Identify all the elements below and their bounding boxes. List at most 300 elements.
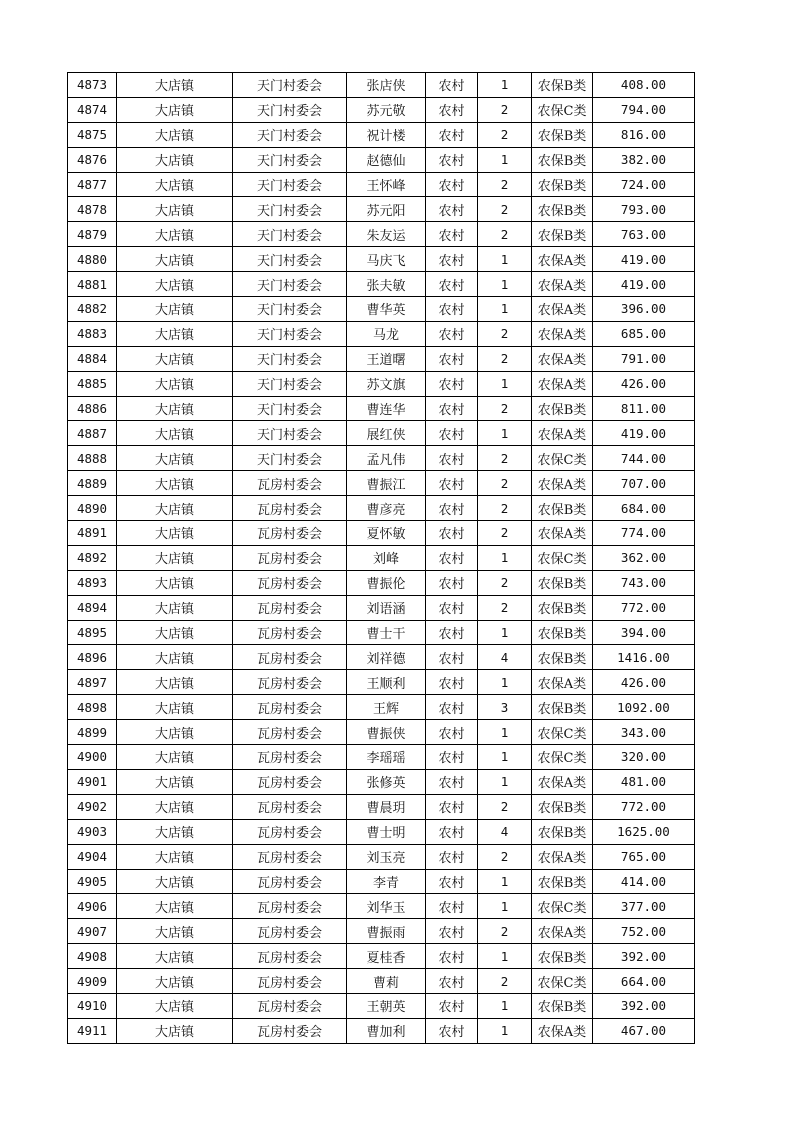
row-number-cell: 4877 <box>68 172 117 197</box>
village-committee-cell: 瓦房村委会 <box>233 521 347 546</box>
household-size-cell: 2 <box>478 521 532 546</box>
village-committee-cell: 瓦房村委会 <box>233 645 347 670</box>
village-committee-cell: 天门村委会 <box>233 396 347 421</box>
amount-cell: 419.00 <box>593 247 695 272</box>
row-number-cell: 4880 <box>68 247 117 272</box>
name-cell: 夏桂香 <box>347 944 426 969</box>
amount-cell: 426.00 <box>593 371 695 396</box>
amount-cell: 794.00 <box>593 97 695 122</box>
village-committee-cell: 瓦房村委会 <box>233 720 347 745</box>
household-size-cell: 2 <box>478 471 532 496</box>
table-row <box>68 570 695 595</box>
area-type-cell: 农村 <box>426 421 478 446</box>
town-cell: 大店镇 <box>117 944 233 969</box>
town-cell: 大店镇 <box>117 222 233 247</box>
village-committee-cell: 天门村委会 <box>233 371 347 396</box>
table-row <box>68 794 695 819</box>
area-type-cell: 农村 <box>426 297 478 322</box>
name-cell: 李青 <box>347 869 426 894</box>
area-type-cell: 农村 <box>426 969 478 994</box>
table-row <box>68 1018 695 1043</box>
table-row <box>68 595 695 620</box>
table-row <box>68 471 695 496</box>
table-row <box>68 297 695 322</box>
household-size-cell: 2 <box>478 321 532 346</box>
amount-cell: 793.00 <box>593 197 695 222</box>
village-committee-cell: 瓦房村委会 <box>233 570 347 595</box>
table-row <box>68 993 695 1018</box>
village-committee-cell: 瓦房村委会 <box>233 844 347 869</box>
table-row <box>68 819 695 844</box>
name-cell: 刘祥德 <box>347 645 426 670</box>
name-cell: 曹晨玥 <box>347 794 426 819</box>
town-cell: 大店镇 <box>117 969 233 994</box>
household-size-cell: 2 <box>478 496 532 521</box>
area-type-cell: 农村 <box>426 645 478 670</box>
household-size-cell: 1 <box>478 421 532 446</box>
household-size-cell: 3 <box>478 695 532 720</box>
town-cell: 大店镇 <box>117 471 233 496</box>
name-cell: 苏元阳 <box>347 197 426 222</box>
table-row <box>68 720 695 745</box>
household-size-cell: 4 <box>478 819 532 844</box>
area-type-cell: 农村 <box>426 321 478 346</box>
area-type-cell: 农村 <box>426 73 478 98</box>
amount-cell: 419.00 <box>593 272 695 297</box>
insurance-category-cell: 农保B类 <box>532 570 593 595</box>
village-committee-cell: 天门村委会 <box>233 73 347 98</box>
row-number-cell: 4908 <box>68 944 117 969</box>
amount-cell: 685.00 <box>593 321 695 346</box>
household-size-cell: 1 <box>478 894 532 919</box>
table-row <box>68 944 695 969</box>
insurance-category-cell: 农保A类 <box>532 769 593 794</box>
name-cell: 刘玉亮 <box>347 844 426 869</box>
area-type-cell: 农村 <box>426 346 478 371</box>
row-number-cell: 4890 <box>68 496 117 521</box>
row-number-cell: 4897 <box>68 670 117 695</box>
name-cell: 王辉 <box>347 695 426 720</box>
row-number-cell: 4901 <box>68 769 117 794</box>
area-type-cell: 农村 <box>426 1018 478 1043</box>
name-cell: 曹加利 <box>347 1018 426 1043</box>
area-type-cell: 农村 <box>426 670 478 695</box>
table-row <box>68 222 695 247</box>
amount-cell: 743.00 <box>593 570 695 595</box>
amount-cell: 772.00 <box>593 794 695 819</box>
household-size-cell: 1 <box>478 993 532 1018</box>
row-number-cell: 4902 <box>68 794 117 819</box>
insurance-category-cell: 农保C类 <box>532 446 593 471</box>
table-row <box>68 521 695 546</box>
table-row <box>68 371 695 396</box>
amount-cell: 1625.00 <box>593 819 695 844</box>
town-cell: 大店镇 <box>117 346 233 371</box>
household-size-cell: 1 <box>478 745 532 770</box>
amount-cell: 414.00 <box>593 869 695 894</box>
table-row <box>68 247 695 272</box>
table-row <box>68 620 695 645</box>
table-row <box>68 396 695 421</box>
area-type-cell: 农村 <box>426 147 478 172</box>
insurance-category-cell: 农保B类 <box>532 819 593 844</box>
village-committee-cell: 瓦房村委会 <box>233 944 347 969</box>
village-committee-cell: 瓦房村委会 <box>233 745 347 770</box>
insurance-category-cell: 农保A类 <box>532 321 593 346</box>
row-number-cell: 4874 <box>68 97 117 122</box>
area-type-cell: 农村 <box>426 769 478 794</box>
insurance-category-cell: 农保B类 <box>532 645 593 670</box>
amount-cell: 426.00 <box>593 670 695 695</box>
village-committee-cell: 瓦房村委会 <box>233 869 347 894</box>
name-cell: 孟凡伟 <box>347 446 426 471</box>
town-cell: 大店镇 <box>117 147 233 172</box>
area-type-cell: 农村 <box>426 97 478 122</box>
village-committee-cell: 瓦房村委会 <box>233 993 347 1018</box>
household-size-cell: 2 <box>478 570 532 595</box>
row-number-cell: 4886 <box>68 396 117 421</box>
amount-cell: 382.00 <box>593 147 695 172</box>
name-cell: 朱友运 <box>347 222 426 247</box>
area-type-cell: 农村 <box>426 371 478 396</box>
amount-cell: 765.00 <box>593 844 695 869</box>
table-row <box>68 894 695 919</box>
area-type-cell: 农村 <box>426 993 478 1018</box>
town-cell: 大店镇 <box>117 844 233 869</box>
village-committee-cell: 瓦房村委会 <box>233 595 347 620</box>
area-type-cell: 农村 <box>426 620 478 645</box>
amount-cell: 816.00 <box>593 122 695 147</box>
name-cell: 王朝英 <box>347 993 426 1018</box>
household-size-cell: 1 <box>478 670 532 695</box>
insurance-category-cell: 农保B类 <box>532 396 593 421</box>
household-size-cell: 1 <box>478 371 532 396</box>
insurance-category-cell: 农保A类 <box>532 844 593 869</box>
row-number-cell: 4885 <box>68 371 117 396</box>
name-cell: 张店侠 <box>347 73 426 98</box>
household-size-cell: 1 <box>478 620 532 645</box>
village-committee-cell: 天门村委会 <box>233 297 347 322</box>
row-number-cell: 4881 <box>68 272 117 297</box>
village-committee-cell: 天门村委会 <box>233 446 347 471</box>
table-row <box>68 446 695 471</box>
table-row <box>68 745 695 770</box>
insurance-category-cell: 农保C类 <box>532 97 593 122</box>
village-committee-cell: 瓦房村委会 <box>233 545 347 570</box>
household-size-cell: 1 <box>478 247 532 272</box>
row-number-cell: 4894 <box>68 595 117 620</box>
table-row <box>68 346 695 371</box>
name-cell: 马龙 <box>347 321 426 346</box>
town-cell: 大店镇 <box>117 645 233 670</box>
area-type-cell: 农村 <box>426 794 478 819</box>
household-size-cell: 1 <box>478 272 532 297</box>
village-committee-cell: 瓦房村委会 <box>233 620 347 645</box>
insurance-category-cell: 农保B类 <box>532 197 593 222</box>
row-number-cell: 4879 <box>68 222 117 247</box>
insurance-category-cell: 农保B类 <box>532 993 593 1018</box>
area-type-cell: 农村 <box>426 919 478 944</box>
name-cell: 苏文旗 <box>347 371 426 396</box>
table-row <box>68 969 695 994</box>
household-size-cell: 2 <box>478 844 532 869</box>
insurance-category-cell: 农保B类 <box>532 944 593 969</box>
name-cell: 曹振雨 <box>347 919 426 944</box>
row-number-cell: 4899 <box>68 720 117 745</box>
row-number-cell: 4900 <box>68 745 117 770</box>
village-committee-cell: 天门村委会 <box>233 272 347 297</box>
household-size-cell: 1 <box>478 720 532 745</box>
amount-cell: 684.00 <box>593 496 695 521</box>
row-number-cell: 4875 <box>68 122 117 147</box>
household-size-cell: 1 <box>478 944 532 969</box>
town-cell: 大店镇 <box>117 695 233 720</box>
row-number-cell: 4873 <box>68 73 117 98</box>
village-committee-cell: 瓦房村委会 <box>233 794 347 819</box>
area-type-cell: 农村 <box>426 122 478 147</box>
name-cell: 曹士明 <box>347 819 426 844</box>
area-type-cell: 农村 <box>426 745 478 770</box>
village-committee-cell: 天门村委会 <box>233 346 347 371</box>
village-committee-cell: 瓦房村委会 <box>233 894 347 919</box>
row-number-cell: 4903 <box>68 819 117 844</box>
table-row <box>68 321 695 346</box>
town-cell: 大店镇 <box>117 172 233 197</box>
table-row <box>68 919 695 944</box>
row-number-cell: 4888 <box>68 446 117 471</box>
amount-cell: 408.00 <box>593 73 695 98</box>
insurance-category-cell: 农保B类 <box>532 147 593 172</box>
table-row <box>68 695 695 720</box>
town-cell: 大店镇 <box>117 620 233 645</box>
area-type-cell: 农村 <box>426 695 478 720</box>
insurance-category-cell: 农保C类 <box>532 745 593 770</box>
table-row <box>68 844 695 869</box>
household-size-cell: 2 <box>478 396 532 421</box>
table-row <box>68 769 695 794</box>
name-cell: 曹振江 <box>347 471 426 496</box>
area-type-cell: 农村 <box>426 446 478 471</box>
insurance-category-cell: 农保B类 <box>532 73 593 98</box>
row-number-cell: 4896 <box>68 645 117 670</box>
town-cell: 大店镇 <box>117 521 233 546</box>
town-cell: 大店镇 <box>117 446 233 471</box>
name-cell: 曹彦亮 <box>347 496 426 521</box>
amount-cell: 419.00 <box>593 421 695 446</box>
area-type-cell: 农村 <box>426 819 478 844</box>
village-committee-cell: 瓦房村委会 <box>233 1018 347 1043</box>
insurance-category-cell: 农保A类 <box>532 919 593 944</box>
insurance-category-cell: 农保B类 <box>532 122 593 147</box>
amount-cell: 1416.00 <box>593 645 695 670</box>
name-cell: 王怀峰 <box>347 172 426 197</box>
name-cell: 刘峰 <box>347 545 426 570</box>
insurance-category-cell: 农保B类 <box>532 222 593 247</box>
name-cell: 曹振侠 <box>347 720 426 745</box>
amount-cell: 396.00 <box>593 297 695 322</box>
insurance-category-cell: 农保B类 <box>532 869 593 894</box>
household-size-cell: 1 <box>478 1018 532 1043</box>
household-size-cell: 1 <box>478 869 532 894</box>
household-size-cell: 2 <box>478 346 532 371</box>
household-size-cell: 2 <box>478 969 532 994</box>
area-type-cell: 农村 <box>426 272 478 297</box>
insurance-category-cell: 农保A类 <box>532 297 593 322</box>
table-row <box>68 97 695 122</box>
name-cell: 曹连华 <box>347 396 426 421</box>
amount-cell: 811.00 <box>593 396 695 421</box>
town-cell: 大店镇 <box>117 794 233 819</box>
insurance-category-cell: 农保C类 <box>532 894 593 919</box>
name-cell: 曹士干 <box>347 620 426 645</box>
area-type-cell: 农村 <box>426 521 478 546</box>
insurance-category-cell: 农保A类 <box>532 247 593 272</box>
insurance-category-cell: 农保A类 <box>532 272 593 297</box>
town-cell: 大店镇 <box>117 769 233 794</box>
household-size-cell: 2 <box>478 595 532 620</box>
village-committee-cell: 瓦房村委会 <box>233 496 347 521</box>
row-number-cell: 4891 <box>68 521 117 546</box>
household-size-cell: 1 <box>478 73 532 98</box>
name-cell: 刘语涵 <box>347 595 426 620</box>
area-type-cell: 农村 <box>426 247 478 272</box>
amount-cell: 744.00 <box>593 446 695 471</box>
town-cell: 大店镇 <box>117 993 233 1018</box>
name-cell: 王顺利 <box>347 670 426 695</box>
amount-cell: 724.00 <box>593 172 695 197</box>
town-cell: 大店镇 <box>117 869 233 894</box>
household-size-cell: 2 <box>478 97 532 122</box>
table-row <box>68 545 695 570</box>
insurance-category-cell: 农保B类 <box>532 496 593 521</box>
row-number-cell: 4889 <box>68 471 117 496</box>
village-committee-cell: 瓦房村委会 <box>233 769 347 794</box>
area-type-cell: 农村 <box>426 894 478 919</box>
name-cell: 李瑶瑶 <box>347 745 426 770</box>
household-size-cell: 1 <box>478 769 532 794</box>
area-type-cell: 农村 <box>426 869 478 894</box>
area-type-cell: 农村 <box>426 172 478 197</box>
town-cell: 大店镇 <box>117 595 233 620</box>
name-cell: 曹振伦 <box>347 570 426 595</box>
amount-cell: 752.00 <box>593 919 695 944</box>
amount-cell: 362.00 <box>593 545 695 570</box>
household-size-cell: 2 <box>478 446 532 471</box>
household-size-cell: 2 <box>478 172 532 197</box>
town-cell: 大店镇 <box>117 371 233 396</box>
household-size-cell: 4 <box>478 645 532 670</box>
insurance-category-cell: 农保C类 <box>532 720 593 745</box>
household-size-cell: 1 <box>478 147 532 172</box>
row-number-cell: 4883 <box>68 321 117 346</box>
insurance-category-cell: 农保A类 <box>532 371 593 396</box>
row-number-cell: 4882 <box>68 297 117 322</box>
village-committee-cell: 天门村委会 <box>233 222 347 247</box>
row-number-cell: 4909 <box>68 969 117 994</box>
table-row <box>68 147 695 172</box>
insurance-category-cell: 农保C类 <box>532 545 593 570</box>
insurance-category-cell: 农保A类 <box>532 471 593 496</box>
name-cell: 祝计楼 <box>347 122 426 147</box>
table-row <box>68 197 695 222</box>
insurance-category-cell: 农保C类 <box>532 969 593 994</box>
name-cell: 王道曙 <box>347 346 426 371</box>
area-type-cell: 农村 <box>426 720 478 745</box>
table-row <box>68 122 695 147</box>
name-cell: 张修英 <box>347 769 426 794</box>
name-cell: 苏元敬 <box>347 97 426 122</box>
town-cell: 大店镇 <box>117 197 233 222</box>
insurance-category-cell: 农保B类 <box>532 794 593 819</box>
village-committee-cell: 瓦房村委会 <box>233 969 347 994</box>
row-number-cell: 4878 <box>68 197 117 222</box>
village-committee-cell: 瓦房村委会 <box>233 471 347 496</box>
row-number-cell: 4876 <box>68 147 117 172</box>
amount-cell: 1092.00 <box>593 695 695 720</box>
town-cell: 大店镇 <box>117 919 233 944</box>
amount-cell: 772.00 <box>593 595 695 620</box>
amount-cell: 377.00 <box>593 894 695 919</box>
row-number-cell: 4898 <box>68 695 117 720</box>
area-type-cell: 农村 <box>426 222 478 247</box>
name-cell: 张夫敏 <box>347 272 426 297</box>
town-cell: 大店镇 <box>117 122 233 147</box>
household-size-cell: 2 <box>478 122 532 147</box>
village-committee-cell: 天门村委会 <box>233 197 347 222</box>
household-size-cell: 1 <box>478 297 532 322</box>
row-number-cell: 4904 <box>68 844 117 869</box>
household-size-cell: 2 <box>478 197 532 222</box>
insurance-category-cell: 农保A类 <box>532 521 593 546</box>
row-number-cell: 4906 <box>68 894 117 919</box>
amount-cell: 664.00 <box>593 969 695 994</box>
data-table <box>67 72 695 1044</box>
town-cell: 大店镇 <box>117 321 233 346</box>
name-cell: 马庆飞 <box>347 247 426 272</box>
name-cell: 夏怀敏 <box>347 521 426 546</box>
village-committee-cell: 天门村委会 <box>233 97 347 122</box>
name-cell: 刘华玉 <box>347 894 426 919</box>
area-type-cell: 农村 <box>426 396 478 421</box>
household-size-cell: 2 <box>478 222 532 247</box>
table-body <box>68 73 695 1044</box>
town-cell: 大店镇 <box>117 97 233 122</box>
insurance-category-cell: 农保A类 <box>532 1018 593 1043</box>
amount-cell: 481.00 <box>593 769 695 794</box>
row-number-cell: 4887 <box>68 421 117 446</box>
table-row <box>68 670 695 695</box>
village-committee-cell: 瓦房村委会 <box>233 670 347 695</box>
town-cell: 大店镇 <box>117 1018 233 1043</box>
town-cell: 大店镇 <box>117 496 233 521</box>
household-size-cell: 1 <box>478 545 532 570</box>
town-cell: 大店镇 <box>117 73 233 98</box>
table-row <box>68 172 695 197</box>
town-cell: 大店镇 <box>117 297 233 322</box>
amount-cell: 394.00 <box>593 620 695 645</box>
insurance-category-cell: 农保B类 <box>532 695 593 720</box>
row-number-cell: 4905 <box>68 869 117 894</box>
row-number-cell: 4907 <box>68 919 117 944</box>
amount-cell: 320.00 <box>593 745 695 770</box>
town-cell: 大店镇 <box>117 670 233 695</box>
town-cell: 大店镇 <box>117 894 233 919</box>
amount-cell: 467.00 <box>593 1018 695 1043</box>
row-number-cell: 4895 <box>68 620 117 645</box>
village-committee-cell: 瓦房村委会 <box>233 819 347 844</box>
town-cell: 大店镇 <box>117 545 233 570</box>
insurance-category-cell: 农保B类 <box>532 172 593 197</box>
